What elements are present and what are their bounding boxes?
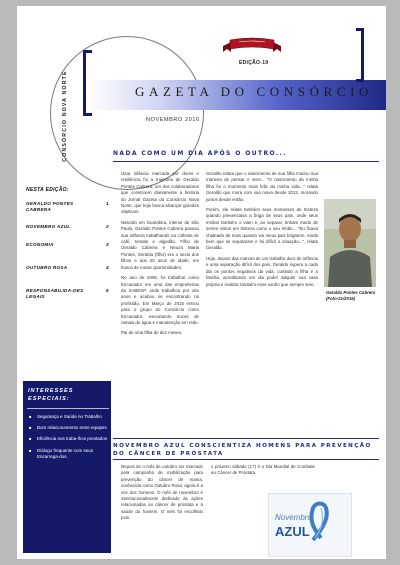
image-text-novembro: Novembro [275,513,312,522]
special-interests-title: INTERESSES ESPECIAIS: [28,388,74,402]
toc-item-label: GERALDO PONTES CABRERA [26,201,74,212]
toc-item[interactable] [26,265,116,270]
paragraph: No ano de 2006, foi trabalhar como Encanador em uma das empreiteiras da SABESP, onde trabalhou por oito anos e acabou se encontrando na profissão. Em Março de 2015 entrou para o grupo do Consórcio como Encanador, executando trocas de ramais de água e manutenção em rede. [121,275,199,325]
list-item: ■ Segurança e Saúde no Trabalho [29,414,109,420]
divider [113,438,379,439]
edition-label: EDIÇÃO-19 [239,60,269,66]
toc-item-page: 6 [106,288,109,293]
toc-item-label: RESPONSABILIDA-DES LEGAIS [26,288,84,299]
newsletter-page [17,6,386,559]
toc-item[interactable] [26,288,116,300]
article-column [206,171,318,393]
toc-item-label: OUTUBRO ROSA [26,265,68,270]
list-item: ■ Bom relacionamento entre equipes [29,425,109,431]
article-column [211,464,315,481]
toc-title: NESTA EDIÇÃO: [26,187,69,193]
divider [113,161,379,162]
paragraph: Nascido em Guarabira, interior de São Paulo, Geraldo Pontes Cabrera passou sua infância trabalhando na colheita de café, tomate e algodão. Filho de Geraldo Cabrera e Neuza Maria Pontes, Geraldo (filho) era o sexto dos filhos e aos 20 anos de idade, em busca de novas oportunidades. [121,219,199,270]
right-bracket [356,28,364,82]
portrait-photo [324,199,376,287]
toc-item[interactable] [26,242,116,247]
list-item: ■ Diálogo frequente com seus Encarrega-dos. [29,448,109,460]
article-headline: NADA COMO UM DIA APÓS O OUTRO... [113,150,287,157]
left-bracket [83,50,92,116]
special-interests-box [23,381,111,553]
toc-item-page: 1 [106,201,109,206]
divider [113,459,379,460]
image-text-azul: AZUL [275,524,310,539]
article-column [121,464,203,526]
vertical-title: CONSÓRCIO NOVA NORTE [62,70,68,162]
photo-caption: Geraldo Pontes Cabrera (Foto-21/2016) [326,290,376,301]
article-headline: NOVEMBRO AZUL CONSCIENTIZA HOMENS PARA PREVENÇÃO DO CÂNCER DE PRÓSTATA [113,443,372,457]
paragraph: Depois de o mês de outubro ser marcado pela campanha de mobilização para prevenção do câncer de mama, conhecida como Outubro Rosa, agora é a vez dos homens. O mês de novembro é internacionalmente dedicado às ações relacionadas ao câncer de próstata e à saúde do homem. O mês foi escolhido pois [121,464,203,521]
issue-date: NOVEMBRO 2016 [146,117,200,123]
toc-item-page: 3 [106,242,109,247]
paragraph: Porém, ele relata também seus momentos de tristeza quando presenciava a briga de seus pais, onde seus irmãos também o viam e, ao separar, tinham medo de serem vistos em tristeza como o seu irmão... "Eu ficava chateado de mais quando via meus pais brigarem. Ainda bem que se separaram e foi difícil a situação...", relata Geraldo. [206,207,318,251]
ribbon-banner-icon [221,36,283,56]
toc-item[interactable] [26,201,116,213]
novembro-azul-image [268,493,352,557]
paragraph: Pai de uma filha de dez meses, [121,330,183,336]
masthead-circle [50,36,204,190]
divider [27,408,109,409]
toc-item-page: 4 [106,265,109,270]
article-column [121,171,199,385]
paragraph: Geraldo relata que o nascimento de sua filha mudou sua maneira de pensar e viver... "O nascimento da minha filha foi o momento mais feliz da minha vida..." relata Geraldo que mora com sua noiva desde 2012, morando juntos desde então. [206,171,318,202]
toc-item-label: ECONOMIA [26,242,54,247]
toc-item-page: 2 [106,224,109,229]
special-interests-list [29,414,109,465]
paragraph: Uma infância marcada por dores e resiliência foi a trajetória de Geraldo Pontes Cabrera, um dos colaboradores que constroem diariamente a história do Jornal Gazeta do Consórcio Nova Norte, que hoje busca alcançar grandes objetivos. [121,171,199,215]
paragraph: o próximo sábado (17) é o Dia Mundial de Combate ao Câncer de Próstata. [211,464,315,476]
toc-item-label: NOVEMBRO AZUL [26,224,71,229]
newsletter-title: GAZETA DO CONSÓRCIO [135,84,374,99]
paragraph: Hoje, depois das marcas de um trabalho duro de infância e uma separação difícil dos pais, Geraldo supera a cada dia os pontos negativos da vida, curtindo a filha e a família, acreditando um dia poder adquirir sua casa própria e realizar também esse sonho que sempre teve. [206,255,318,287]
list-item: ■ Eficiência nos traba-lhos prestados [29,436,109,442]
toc-item[interactable] [26,224,116,229]
